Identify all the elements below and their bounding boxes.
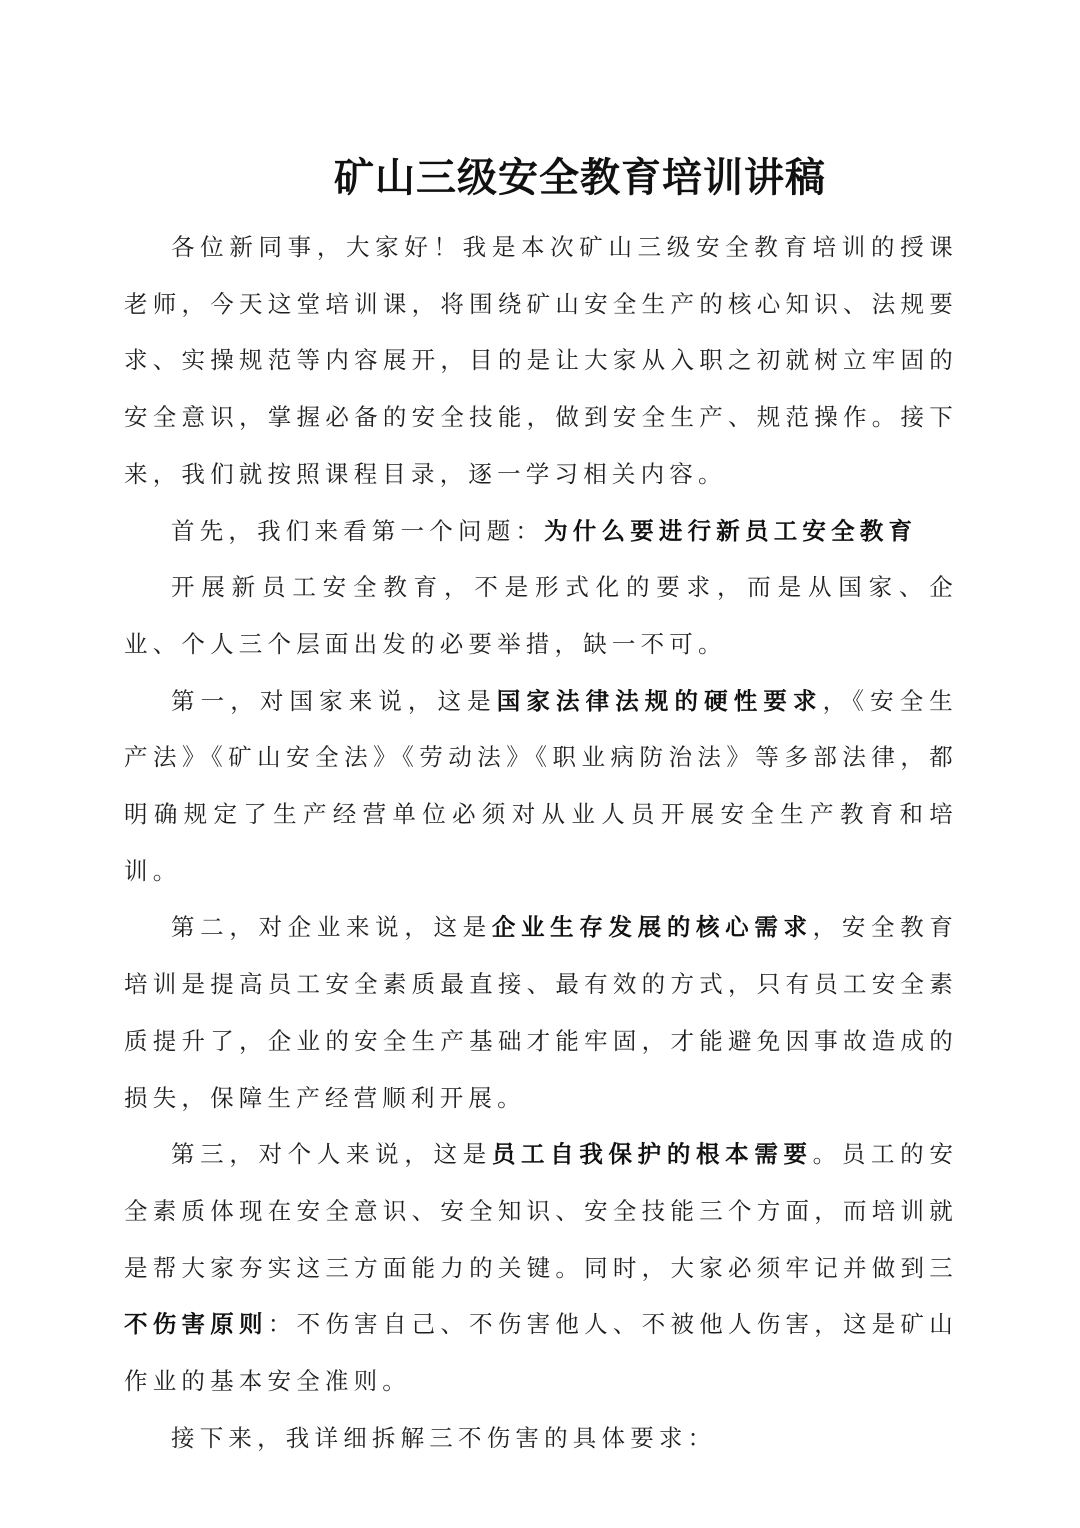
- paragraph-text: ：不伤害自己、不伤害他人、不被他人伤害，这是矿山作业的基本安全准则。: [124, 1310, 958, 1396]
- emphasis-text: 不伤害原则: [124, 1310, 268, 1339]
- emphasis-text: 员工自我保护的根本需要: [491, 1140, 813, 1169]
- paragraph-text: ，《安全生产法》《矿山安全法》《劳动法》《职业病防治法》等多部法律，都明确规定了生产经营单位必须对从业人员开展安全生产教育和培训。: [124, 686, 959, 885]
- emphasis-text: 国家法律法规的硬性要求: [496, 686, 823, 715]
- paragraph-text: 。员工的安全素质体现在安全意识、安全知识、安全技能三个方面，而培训就是帮大家夯实这三方面能力的关键。同时，大家必须牢记并做到三: [124, 1140, 959, 1282]
- paragraph-individual: [124, 1126, 958, 1410]
- document-title: 矿山三级安全教育培训讲稿: [334, 155, 826, 201]
- paragraph-text: 首先，我们来看第一个问题：: [171, 516, 545, 545]
- paragraph-first-question: [124, 503, 958, 560]
- document-body: [124, 219, 958, 1466]
- paragraph-enterprise: [124, 899, 958, 1126]
- paragraph-text: 第三，对个人来说，这是: [171, 1140, 492, 1169]
- paragraph-text: 第一，对国家来说，这是: [171, 686, 497, 715]
- paragraph-country: [124, 673, 958, 900]
- paragraph-text: ，安全教育培训是提高员工安全素质最直接、最有效的方式，只有员工安全素质提升了，企业的安全生产基础才能牢固，才能避免因事故造成的损失，保障生产经营顺利开展。: [124, 913, 959, 1112]
- emphasis-text: 企业生存发展的核心需求: [491, 913, 813, 942]
- paragraph-necessity: 开展新员工安全教育，不是形式化的要求，而是从国家、企业、个人三个层面出发的必要举措，缺一不可。: [124, 573, 958, 658]
- paragraph-next: 接下来，我详细拆解三不伤害的具体要求：: [171, 1423, 717, 1452]
- emphasis-text: 为什么要进行新员工安全教育: [544, 516, 918, 545]
- paragraph-greeting: 各位新同事，大家好！我是本次矿山三级安全教育培训的授课老师，今天这堂培训课，将围绕矿山安全生产的核心知识、法规要求、实操规范等内容展开，目的是让大家从入职之初就树立牢固的安全意识，掌握必备的安全技能，做到安全生产、规范操作。接下来，我们就按照课程目录，逐一学习相关内容。: [124, 233, 958, 488]
- paragraph-text: 第二，对企业来说，这是: [171, 913, 492, 942]
